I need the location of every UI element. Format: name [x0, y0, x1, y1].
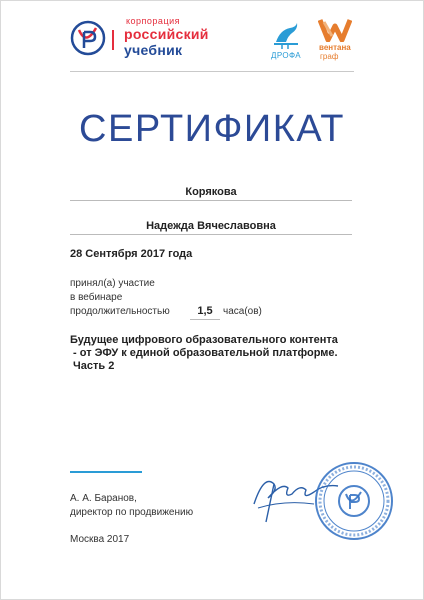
name-underline [70, 234, 352, 235]
signature-accent-line [70, 471, 142, 473]
graf-label: граф [320, 52, 339, 61]
drofa-label: ДРОФА [271, 51, 302, 60]
surname-underline [70, 200, 352, 201]
brand-divider [112, 30, 114, 50]
certificate-title: СЕРТИФИКАТ [79, 108, 345, 150]
russian-textbook-logo-icon [70, 20, 106, 56]
brand-corporation-label: корпорация [126, 16, 180, 26]
ventana-label: вентана [319, 43, 351, 52]
webinar-title-line: Часть 2 [70, 360, 115, 372]
webinar-title-line: Будущее цифрового образовательного контента [70, 334, 338, 346]
recipient-name-patronymic: Надежда Вячеславовна [146, 220, 276, 232]
company-seal-icon [313, 460, 395, 542]
brand-name-line1: российский [124, 26, 209, 42]
webinar-title [70, 334, 370, 373]
brand-name-line2: учебник [124, 42, 183, 58]
signer-name: А. А. Баранов, [70, 493, 137, 504]
signer-role: директор по продвижению [70, 507, 194, 518]
recipient-surname: Корякова [185, 186, 237, 198]
drofa-bird-icon [270, 20, 302, 50]
place-and-year: Москва 2017 [70, 534, 130, 545]
participation-text: принял(а) участие [70, 278, 155, 289]
header-divider [70, 71, 354, 72]
webinar-title-line: - от ЭФУ к единой образовательной платформе. [70, 347, 338, 359]
ventana-graf-icon [318, 18, 352, 42]
event-type-text: в вебинаре [70, 292, 123, 303]
event-date: 28 Сентября 2017 года [70, 248, 193, 260]
duration-unit: часа(ов) [223, 306, 262, 317]
duration-underline [190, 319, 220, 320]
duration-value: 1,5 [197, 305, 213, 317]
duration-label: продолжительностью [70, 306, 170, 317]
